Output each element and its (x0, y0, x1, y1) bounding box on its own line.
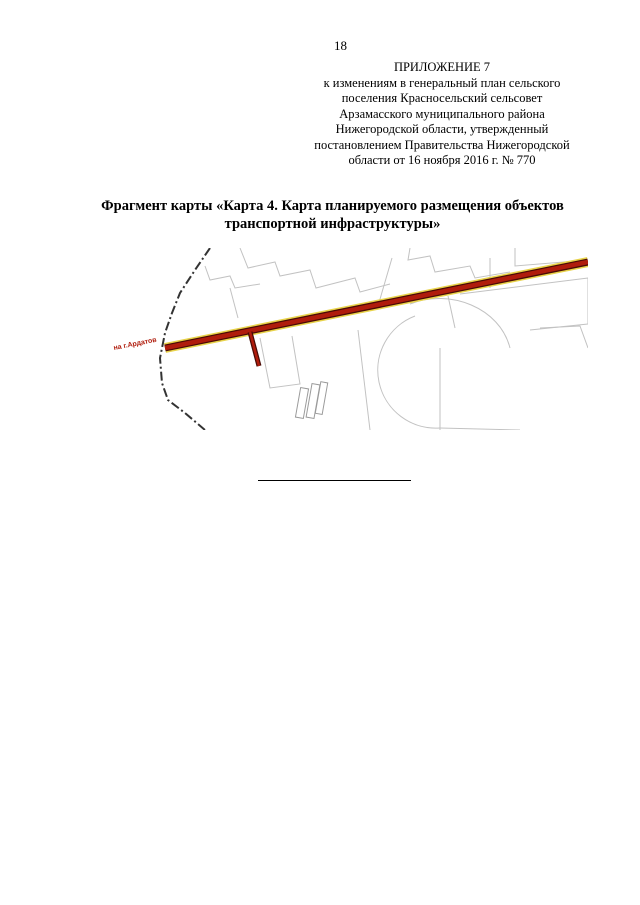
map-title-line: Фрагмент карты «Карта 4. Карта планируемого размещения объектов (101, 198, 564, 214)
branch-road (250, 332, 259, 366)
appendix-line: поселения Красносельский сельсовет (341, 91, 543, 105)
appendix-line: области от 16 ноября 2016 г. № 770 (348, 153, 536, 167)
main-road (165, 262, 588, 348)
appendix-line: Нижегородской области, утвержденный (335, 122, 549, 136)
map-fragment (110, 248, 588, 430)
closing-rule (258, 480, 411, 481)
small-parcels (295, 382, 327, 419)
appendix-line: постановлением Правительства Нижегородской (314, 137, 570, 152)
road-label: на г.Ардатов (113, 336, 158, 352)
appendix-header (292, 60, 592, 169)
appendix-title: ПРИЛОЖЕНИЕ 7 (393, 60, 491, 74)
appendix-line: Арзамасского муниципального района (339, 106, 545, 121)
page-number: 18 (334, 38, 347, 53)
map-title-line: транспортной инфраструктуры» (224, 216, 441, 232)
map-image (110, 248, 588, 430)
appendix-line: к изменениям в генеральный план сельского (323, 75, 561, 90)
map-title (60, 197, 605, 233)
